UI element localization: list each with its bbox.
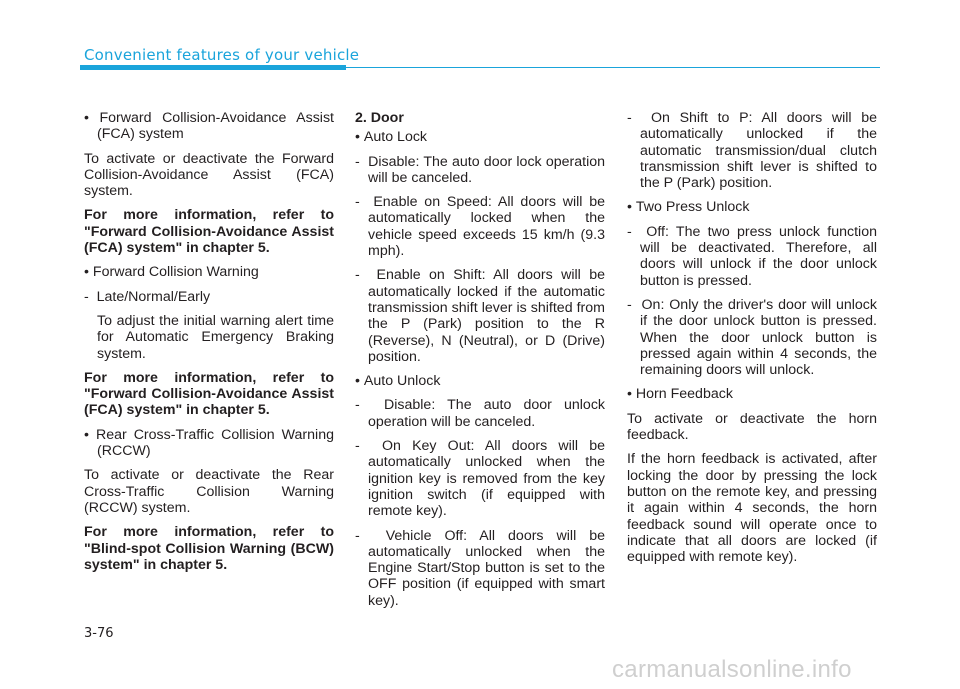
watermark: carmanualsonline.info [612, 656, 852, 683]
section-title: Convenient features of your vehicle [84, 46, 360, 64]
header-rule [346, 67, 880, 68]
paragraph-fca: To activate or deactivate the Forward Collision-Avoidance Assist (FCA) system. [84, 150, 334, 200]
bullet-horn-feedback: • Horn Feedback [627, 386, 877, 402]
note-fcw: For more information, refer to "Forward Collision-Avoidance Assist (FCA) system" in chapter 5. [84, 369, 334, 419]
page-number: 3-76 [84, 626, 114, 641]
option-two-press-on: - On: Only the driver's door will unlock if the door unlock button is pressed. When the door unlock button is pressed again within 4 seconds, the remaining doors will unlock. [627, 297, 877, 378]
note-rccw: For more information, refer to "Blind-spot Collision Warning (BCW) system" in chapter 5. [84, 524, 334, 573]
bullet-fca: • Forward Collision-Avoidance Assist (FCA) system [84, 110, 334, 143]
bullet-auto-lock: • Auto Lock [355, 129, 605, 145]
option-vehicle-off: - Vehicle Off: All doors will be automatically unlocked when the Engine Start/Stop button is set to the OFF position (if equipped with smart key). [355, 528, 605, 609]
column-left [84, 110, 334, 581]
option-on-key-out: - On Key Out: All doors will be automatically unlocked when the ignition key is removed from the key ignition switch (if equipped with remote key). [355, 438, 605, 519]
column-middle [355, 110, 605, 617]
option-lock-disable: - Disable: The auto door lock operation will be canceled. [355, 154, 605, 187]
paragraph-horn-description: If the horn feedback is activated, after locking the door by pressing the lock button on the remote key, and pressing it again within 4 seconds, the horn feedback sound will operate once to indicate that all doors are locked (if equipped with remote key). [627, 451, 877, 566]
description-fcw: To adjust the initial warning alert time for Automatic Emergency Braking system. [97, 312, 334, 362]
option-enable-on-shift: - Enable on Shift: All doors will be automatically locked if the automatic transmission shift lever is shifted from the P (Park) position to the R (Reverse), N (Neutral), or D (Drive) position. [355, 267, 605, 365]
option-on-shift-to-p: - On Shift to P: All doors will be automatically unlocked if the automatic transmission/dual clutch transmission shift lever is shifted to the P (Park) position. [627, 110, 877, 191]
option-late-normal-early: - Late/Normal/Early [84, 289, 334, 305]
note-fca: For more information, refer to "Forward Collision-Avoidance Assist (FCA) system" in chapter 5. [84, 207, 334, 257]
paragraph-rccw: To activate or deactivate the Rear Cross-Traffic Collision Warning (RCCW) system. [84, 467, 334, 516]
column-right [627, 110, 877, 573]
bullet-fcw: • Forward Collision Warning [84, 264, 334, 280]
bullet-rccw: • Rear Cross-Traffic Collision Warning (RCCW) [84, 427, 334, 460]
heading-door: 2. Door [355, 110, 404, 126]
bullet-auto-unlock: • Auto Unlock [355, 373, 605, 389]
paragraph-horn-toggle: To activate or deactivate the horn feedback. [627, 410, 877, 444]
header-accent-bar [80, 65, 346, 70]
option-unlock-disable: - Disable: The auto door unlock operation will be canceled. [355, 397, 605, 430]
bullet-two-press-unlock: • Two Press Unlock [627, 199, 877, 215]
option-enable-on-speed: - Enable on Speed: All doors will be automatically locked when the vehicle speed exceeds 15 km/h (9.3 mph). [355, 194, 605, 259]
option-two-press-off: - Off: The two press unlock function will be deactivated. Therefore, all doors will unlock if the door unlock button is pressed. [627, 224, 877, 289]
